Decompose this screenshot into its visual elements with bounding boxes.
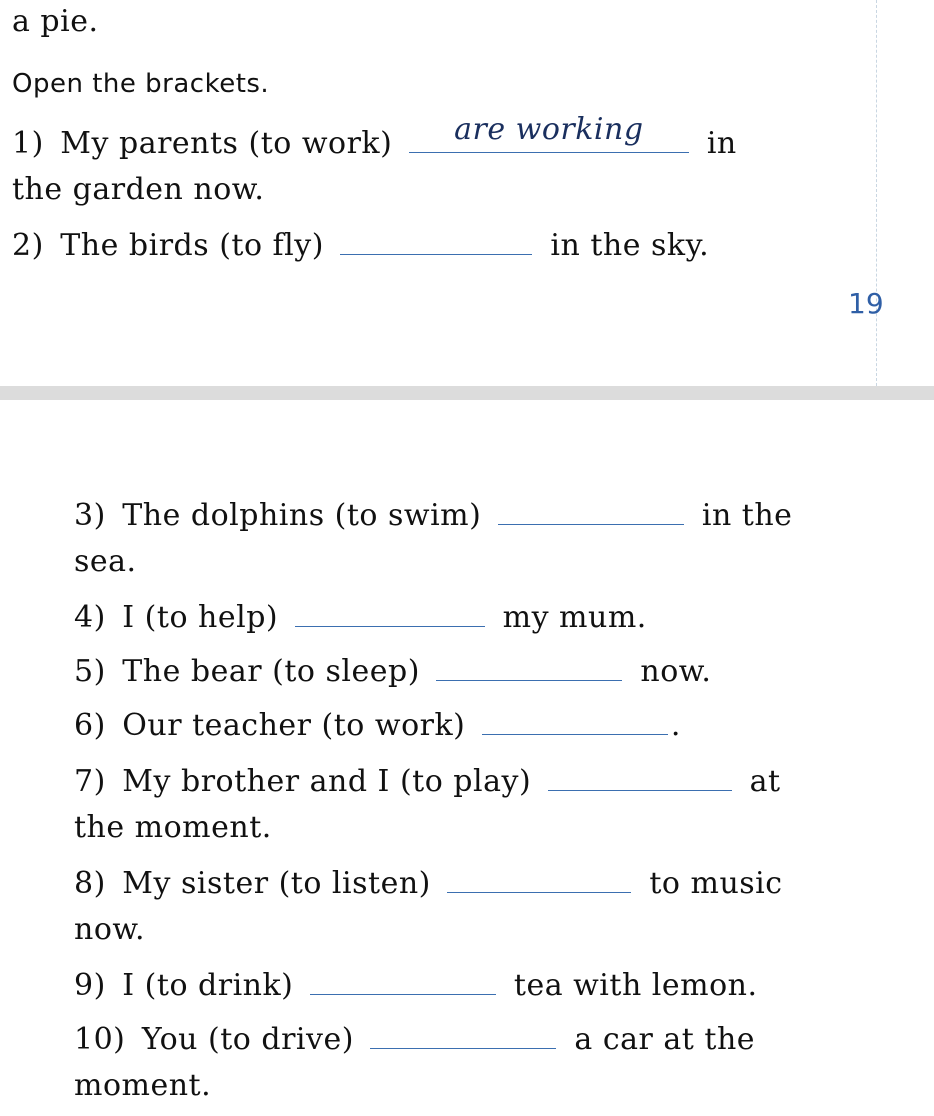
item-suffix: a car at the — [574, 1022, 756, 1057]
item-number: 9) — [74, 968, 106, 1003]
item-prompt: The bear (to sleep) — [122, 654, 420, 689]
item-suffix: at — [749, 764, 781, 799]
exercise-item-4 — [74, 596, 647, 638]
item-number: 5) — [74, 654, 106, 689]
exercise-item-1-continuation: the garden now. — [12, 172, 265, 207]
exercise-item-7 — [74, 760, 781, 802]
answer-blank[interactable] — [436, 650, 622, 681]
answer-blank[interactable] — [482, 704, 668, 735]
page-number: 19 — [848, 287, 884, 320]
item-number: 3) — [74, 498, 106, 533]
item-suffix: in the sky. — [550, 228, 710, 263]
answer-blank[interactable] — [447, 862, 631, 893]
item-number: 2) — [12, 228, 44, 263]
margin-line — [876, 0, 877, 386]
answer-blank[interactable] — [370, 1018, 556, 1049]
answer-blank[interactable] — [340, 224, 532, 255]
item-suffix: now. — [640, 654, 712, 689]
item-prompt: I (to help) — [122, 600, 279, 635]
exercise-item-3 — [74, 494, 792, 536]
item-prompt: My parents (to work) — [60, 126, 393, 161]
item-number: 1) — [12, 126, 44, 161]
exercise-item-8 — [74, 862, 783, 904]
item-prompt: My brother and I (to play) — [122, 764, 532, 799]
previous-exercise-end: a pie. — [12, 4, 99, 39]
item-number: 4) — [74, 600, 106, 635]
item-prompt: The birds (to fly) — [60, 228, 324, 263]
exercise-item-6 — [74, 704, 681, 746]
item-prompt: You (to drive) — [141, 1022, 354, 1057]
answer-blank[interactable] — [409, 112, 689, 153]
item-number: 7) — [74, 764, 106, 799]
exercise-item-9 — [74, 964, 758, 1006]
exercise-item-1 — [12, 112, 737, 164]
item-number: 8) — [74, 866, 106, 901]
item-prompt: I (to drink) — [122, 968, 294, 1003]
item-number: 10) — [74, 1022, 126, 1057]
exercise-item-8-continuation: now. — [74, 912, 146, 947]
item-suffix: in — [706, 126, 737, 161]
item-prompt: Our teacher (to work) — [122, 708, 466, 743]
answer-blank[interactable] — [310, 964, 496, 995]
exercise-item-10-continuation: moment. — [74, 1068, 212, 1103]
exercise-item-2 — [12, 224, 709, 266]
bottom-page — [0, 400, 934, 1116]
handwritten-answer: are working — [454, 112, 644, 147]
top-page — [0, 0, 934, 386]
item-number: 6) — [74, 708, 106, 743]
exercise-item-3-continuation: sea. — [74, 544, 137, 579]
answer-blank[interactable] — [548, 760, 732, 791]
item-suffix: tea with lemon. — [513, 968, 758, 1003]
item-suffix: my mum. — [502, 600, 647, 635]
answer-blank[interactable] — [295, 596, 485, 627]
item-suffix: to music — [649, 866, 783, 901]
exercise-item-5 — [74, 650, 711, 692]
item-prompt: The dolphins (to swim) — [122, 498, 482, 533]
exercise-instruction: Open the brackets. — [12, 69, 270, 99]
item-suffix: . — [670, 708, 681, 743]
item-suffix: in the — [701, 498, 793, 533]
page-break — [0, 386, 934, 400]
item-prompt: My sister (to listen) — [122, 866, 431, 901]
answer-blank[interactable] — [498, 494, 684, 525]
exercise-item-10 — [74, 1018, 755, 1060]
exercise-item-7-continuation: the moment. — [74, 810, 272, 845]
